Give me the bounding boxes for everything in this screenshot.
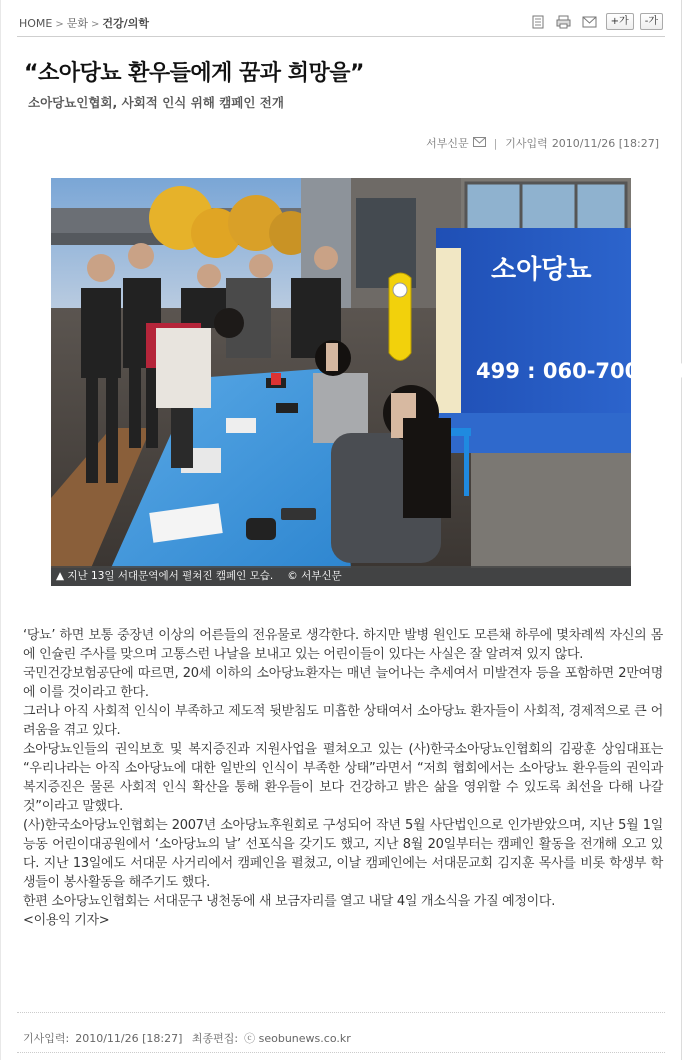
reporter-byline: <이용익 기자> [23,913,110,928]
breadcrumb-current[interactable]: 건강/의학 [102,17,149,30]
footer-date-label: 기사입력: [23,1032,70,1045]
email-icon[interactable] [580,14,600,30]
article-source[interactable]: 서부신문 [426,137,469,150]
chevron-right-icon: > [55,19,64,30]
article-paragraph: 국민건강보험공단에 따르면, 20세 이하의 소아당뇨환자는 매년 늘어나는 추세여서 미발견자 등을 포함하면 2만여명에 이를 것이라고 한다. [23,666,663,700]
footer-date: 2010/11/26 [18:27] [75,1032,183,1045]
font-decrease-button[interactable]: -가 [640,13,663,30]
breadcrumb-home[interactable]: HOME [19,17,53,30]
breadcrumb-culture[interactable]: 문화 [66,17,89,30]
banner-phone: 499 : 060-700-036 [476,359,692,383]
article-date: 2010/11/26 [18:27] [551,136,659,150]
article-subtitle: 소아당뇨인협회, 사회적 인식 위해 캠페인 전개 [28,95,284,110]
chevron-right-icon: > [91,19,100,30]
document-icon[interactable] [528,14,548,30]
footer-site[interactable]: ⓒ seobunews.co.kr [244,1032,351,1045]
article-photo [51,178,692,586]
article-tools [528,13,663,30]
footer-editor-label: 최종편집: [191,1032,239,1045]
photo-caption-bar [51,566,631,586]
article-title: “소아당뇨 환우들에게 꿈과 희망을” [24,61,364,86]
photo-caption: ▲ 지난 13일 서대문역에서 펼쳐진 캠페인 모습. [56,570,274,582]
campaign-photo-image [51,178,692,586]
article-meta [426,135,659,151]
footer-divider-top [17,1012,665,1014]
article-paragraph: 소아당뇨인들의 권익보호 및 복지증진과 지원사업을 펼쳐오고 있는 (사)한국소아당뇨인협회의 김광훈 상임대표는 “우리나라는 아직 소아당뇨에 대한 일반의 인식이 부족한 상태”라면서 “저희 협회에서는 소아당뇨 환우들의 권익과 복지증진은 물론 사회적 인식 확산을 통해 환우들이 보다 건강하고 밝은 삶을 영위할 수 있도록 최선을 다해 나갈 것”이라고 말했다. [23,742,663,814]
article-paragraph: 한편 소아당뇨인협회는 서대문구 냉천동에 새 보금자리를 열고 내달 4일 개소식을 가질 예정이다. [23,894,556,909]
print-icon[interactable] [554,14,574,30]
footer-divider-bottom [17,1052,665,1054]
article-body [23,626,663,930]
article-paragraph: (사)한국소아당뇨인협회는 2007년 소아당뇨후원회로 구성되어 작년 5월 사단법인으로 인가받았으며, 지난 5월 1일 능동 어린이대공원에서 ‘소아당뇨의 날’ 선포식을 갖기도 했고, 지난 8월 20일부터는 캠페인 활동을 전개해 오고 있다. 지난 13일에도 서대문 사거리에서 캠페인을 펼쳤고, 이날 캠페인에는 서대문교회 김지훈 목사를 비롯 학생부 학생들이 봉사활동을 해주기도 했다. [23,818,663,890]
photo-credit: © 서부신문 [287,570,342,582]
top-bar [17,8,665,37]
frame-border-right [681,0,682,1060]
font-increase-button[interactable]: +가 [606,13,634,30]
article-paragraph: 그러나 아직 사회적 인식이 부족하고 제도적 뒷받침도 미흡한 상태여서 소아당뇨 환자들이 사회적, 경제적으로 큰 어려움을 겪고 있다. [23,704,663,738]
banner-text: 소아당뇨 [491,255,592,285]
meta-divider: | [493,136,498,150]
date-label: 기사입력 [505,137,548,150]
breadcrumb [19,15,149,31]
email-icon[interactable] [473,137,486,150]
frame-border-left [0,0,1,1060]
article-footer [23,1030,357,1046]
article-paragraph: ‘당뇨’ 하면 보통 중장년 이상의 어른들의 전유물로 생각한다. 하지만 발병 원인도 모른채 하루에 몇차례씩 자신의 몸에 인슐린 주사를 맞으며 고통스런 나날을 보내고 있는 어린이들이 있다는 사실은 잘 알려져 있지 않다. [23,628,663,662]
